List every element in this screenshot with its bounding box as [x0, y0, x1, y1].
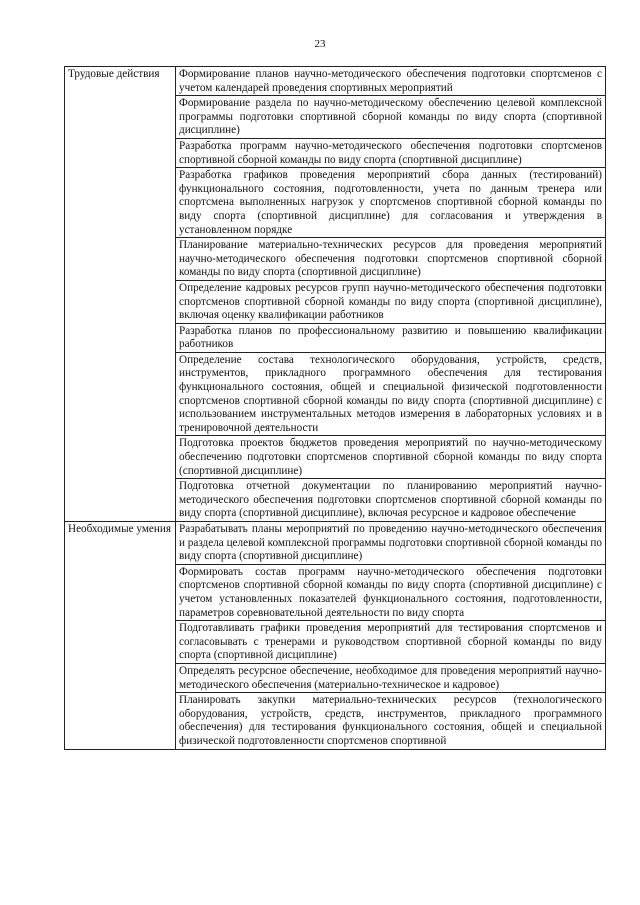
table-cell: Определение кадровых ресурсов групп научно-методического обеспечения подготовки спортсменов спортивной сборной команды по виду спорта (спортивной дисциплине), включая оценку квалификации работников [176, 280, 606, 323]
table-cell: Формирование раздела по научно-методическому обеспечению целевой комплексной программы подготовки спортивной сборной команды по виду спорта (спортивной дисциплине) [176, 96, 606, 139]
table-cell: Планирование материально-технических ресурсов для проведения мероприятий научно-методического обеспечения подготовки спортсменов спортивной сборной команды по виду спорта (спортивной дисциплине) [176, 238, 606, 281]
table-cell: Формировать состав программ научно-методического обеспечения подготовки спортсменов спортивной сборной команды по виду спорта (спортивной дисциплине) с учетом установленных показателей функционального состояния, подготовленности, параметров соревновательной деятельности по виду спорта [176, 564, 606, 620]
table-cell: Подготавливать графики проведения мероприятий для тестирования спортсменов и согласовывать с тренерами и руководством спортивной сборной команды по виду спорта (спортивной дисциплине) [176, 621, 606, 664]
section-label-required-skills: Необходимые умения [65, 522, 176, 750]
table-cell: Планировать закупки материально-технических ресурсов (технологического оборудования, устройств, средств, инструментов, прикладного программного обеспечения) для тестирования функционального состояния, общей и специальной физической подготовленности спортсменов спортивной [176, 693, 606, 749]
page-number: 23 [314, 38, 326, 50]
table-cell: Определять ресурсное обеспечение, необходимое для проведения мероприятий научно-методического обеспечения (материально-техническое и кадровое) [176, 663, 606, 692]
section-label-labor-actions: Трудовые действия [65, 67, 176, 522]
table-cell: Подготовка отчетной документации по планированию мероприятий научно-методического обеспечения подготовки спортсменов спортивной сборной команды по виду спорта (спортивной дисциплине), включая ресурсное и кадровое обеспечение [176, 479, 606, 522]
table-cell: Формирование планов научно-методического обеспечения подготовки спортсменов с учетом календарей проведения спортивных мероприятий [176, 67, 606, 96]
table-cell: Подготовка проектов бюджетов проведения мероприятий по научно-методическому обеспечению подготовки спортсменов спортивной сборной команды по виду спорта (спортивной дисциплине) [176, 436, 606, 479]
table-cell: Разработка графиков проведения мероприятий сбора данных (тестирований) функционального состояния, подготовленности, учета по данным тренера или спортсмена выполненных нагрузок у спортсменов спортивной сборной команды по виду спорта (спортивной дисциплине) для согласования и утверждения в установленном порядке [176, 168, 606, 238]
table-cell: Разработка планов по профессиональному развитию и повышению квалификации работников [176, 323, 606, 352]
table-cell: Определение состава технологического оборудования, устройств, средств, инструментов, прикладного программного обеспечения для тестирования функционального состояния, общей и специальной физической подготовленности спортсменов спортивной сборной команды по виду спорта (спортивной дисциплине) с использованием инструментальных методов измерения в лабораторных условиях и в тренировочной деятельности [176, 352, 606, 436]
table-cell: Разрабатывать планы мероприятий по проведению научно-методического обеспечения и раздела целевой комплексной программы подготовки спортивной сборной команды по виду спорта (спортивной дисциплине) [176, 522, 606, 565]
table-row [65, 522, 606, 565]
competency-table [64, 66, 606, 750]
table-cell: Разработка программ научно-методического обеспечения подготовки спортсменов спортивной сборной команды по виду спорта (спортивной дисциплине) [176, 138, 606, 167]
table-row [65, 67, 606, 96]
